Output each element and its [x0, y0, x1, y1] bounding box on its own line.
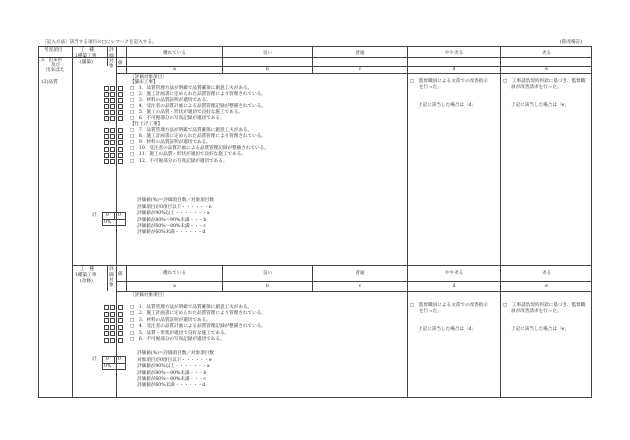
s1-sub-b: 【仕上げ工事】	[130, 122, 163, 127]
rate-line: 評価値が60%～80%未満・・・c	[137, 376, 206, 382]
s1-rate-head: 評価値(%)＝評価項目数／対象項目数	[137, 198, 214, 203]
check-box[interactable]	[110, 312, 115, 317]
letter-b: b	[266, 67, 269, 72]
s2-e-note: 上記に該当した場合は「e」	[511, 327, 569, 332]
s1-score-val-1: 0	[106, 213, 109, 218]
check-box[interactable]	[104, 147, 109, 152]
check-box[interactable]	[118, 86, 123, 91]
h2-col-work: 工 種	[80, 267, 94, 272]
criteria-item: □ 6．不可視部分の写真記録が適切である。	[130, 337, 225, 342]
h2-letter-e: e	[545, 284, 548, 289]
check-box[interactable]	[110, 104, 115, 109]
check-box[interactable]	[110, 98, 115, 103]
check-box[interactable]	[110, 159, 115, 164]
check-box[interactable]	[104, 86, 109, 91]
rate-line: 評価値が60%未満・・・・・・d	[137, 383, 206, 389]
col-hyou4: 象	[109, 64, 114, 69]
s2-head: ［評価対象項目］	[130, 293, 167, 298]
s1-score-val-2: 0	[118, 213, 121, 218]
letter-e: e	[545, 67, 548, 72]
s2-e-text2: 員が改善請求を行った。	[511, 309, 562, 314]
col-kousa-sub2: 出来ばえ	[46, 68, 65, 73]
check-box[interactable]	[104, 98, 109, 103]
h2-col-work3: (改修)	[80, 279, 93, 284]
col-work3: (舗築)	[80, 60, 93, 65]
check-box[interactable]	[104, 140, 109, 145]
check-box[interactable]	[110, 147, 115, 152]
h2-hyou3: 対	[109, 278, 114, 283]
criteria-item: □ 12．不可視部分の写真記録が適切である。	[130, 158, 228, 164]
criteria-item: □ 3．材料の品質証明が適切である。	[130, 97, 211, 103]
grade-a: 優れている	[163, 51, 186, 56]
criteria-item: □ 10．受注者の品質計画による品質管理記録が整備されている。	[130, 146, 269, 152]
h2-letter-b: b	[266, 284, 269, 289]
check-box[interactable]	[110, 305, 115, 310]
letter-c: c	[358, 67, 362, 72]
col-kousa-no: 3．出来形	[41, 58, 63, 63]
check-box[interactable]	[118, 92, 123, 97]
s2-d-text2: を行った。	[419, 309, 442, 314]
criteria-item: □ 4．受注者の品質計画による品質管理記録が整備されている。	[130, 103, 266, 109]
h2-hyou: 評	[109, 267, 114, 272]
check-box[interactable]	[118, 153, 123, 158]
s1-d-text2: を行った。	[419, 85, 442, 90]
check-box[interactable]	[104, 116, 109, 121]
s1-e-text1: □ 工事請負契約約款に基づき、監督職	[503, 79, 586, 84]
col-work2: 1種築工事	[75, 54, 97, 59]
s1-d-note: 上記に該当した場合は「d」	[418, 103, 477, 108]
left-label-quality: (2)品質	[42, 80, 58, 85]
check-box[interactable]	[110, 331, 115, 336]
grade-b: 良い	[262, 51, 273, 56]
check-box[interactable]	[118, 305, 123, 310]
h2-grade-d: やや劣る	[444, 271, 464, 276]
rate-line: 評価値が90%以上・・・・・・・a	[137, 364, 210, 370]
check-box[interactable]	[104, 159, 109, 164]
check-box[interactable]	[104, 134, 109, 139]
h2-letter-a: a	[173, 284, 176, 289]
criteria-item: □ 5．施工の品質・形状が適切で良好な施工である。	[130, 109, 243, 115]
check-box[interactable]	[118, 140, 123, 145]
check-box[interactable]	[118, 318, 123, 323]
col-hyou3: 対	[109, 59, 114, 64]
check-box[interactable]	[118, 159, 123, 164]
col-kousa: 考査項目	[44, 48, 63, 53]
s2-score-label: 計	[92, 357, 97, 362]
s1-pct: 0%	[104, 220, 112, 225]
s2-score-val-1: 0	[106, 357, 109, 362]
criteria-item: □ 4．受注者の品質計画による品質管理記録が整備されている。	[130, 324, 266, 329]
rate-line: 評価項目が0項目以下・・・・・・e	[137, 205, 212, 210]
rate-line: 評価値が60%～80%未満・・・c	[137, 223, 206, 229]
col-work: 工 種	[80, 48, 94, 53]
check-box[interactable]	[104, 325, 109, 330]
criteria-item: □ 2．施工計画書に定められた品質管理により管理されている。	[130, 311, 266, 316]
check-box[interactable]	[118, 338, 123, 343]
check-box[interactable]	[110, 318, 115, 323]
check-box[interactable]	[118, 110, 123, 115]
h2-letter-c: c	[358, 284, 362, 289]
check-box[interactable]	[118, 331, 123, 336]
check-box[interactable]	[104, 338, 109, 343]
grade-c: 普通	[355, 51, 365, 56]
s2-score-val-2: 0	[118, 357, 121, 362]
check-box[interactable]	[118, 98, 123, 103]
criteria-item: □ 5．品質・形状が適切で良好な施工である。	[130, 330, 230, 336]
check-box[interactable]	[118, 325, 123, 330]
criteria-item: □ 3．材料の品質証明が適切である。	[130, 317, 211, 323]
check-box[interactable]	[118, 104, 123, 109]
criteria-item: □ 7．品質管理方法が明確で品質確保に創意工夫がある。	[130, 127, 253, 133]
check-box[interactable]	[110, 338, 115, 343]
check-box[interactable]	[118, 147, 123, 152]
criteria-item: □ 2．施工計画書に定められた品質管理により管理されている。	[130, 91, 266, 97]
s2-d-note: 上記に該当した場合は「d」	[418, 327, 477, 332]
s1-score-label: 計	[92, 213, 97, 218]
h2-col-work2: 1種築工事	[75, 273, 97, 278]
col-kousa-sub1: 及び	[51, 63, 61, 68]
s2-pct: 0%	[104, 364, 112, 369]
check-box[interactable]	[110, 110, 115, 115]
check-box[interactable]	[118, 116, 123, 121]
check-box[interactable]	[110, 134, 115, 139]
check-box[interactable]	[110, 92, 115, 97]
grade-d: やや劣る	[444, 51, 464, 56]
s1-e-note: 上記に該当した場合は「e」	[511, 103, 569, 108]
h2-letter-d: d	[452, 284, 456, 289]
check-box[interactable]	[104, 110, 109, 115]
check-box[interactable]	[104, 331, 109, 336]
col-hyou2: 価	[109, 54, 114, 59]
rate-line: 対象項目が0項目以下・・・・・・e	[137, 358, 212, 363]
s1-sub-a: 【舗床工事】	[130, 80, 158, 85]
letter-d: d	[452, 67, 456, 72]
check-box[interactable]	[104, 318, 109, 323]
h2-grade-a: 優れている	[163, 271, 186, 276]
grade-e: 劣る	[541, 51, 552, 56]
check-box[interactable]	[118, 312, 123, 317]
annex-label: (陸改場訂)	[560, 40, 582, 45]
criteria-item: □ 9．材料の品質証明が適切である。	[130, 139, 211, 145]
criteria-item: □ 1．品質管理方法が明確で品質確保に創意工夫がある。	[130, 85, 253, 91]
h2-grade-b: 良い	[262, 271, 273, 276]
rate-line: 評価値が80%～90%未満・・・b	[137, 370, 207, 376]
check-box[interactable]	[110, 116, 115, 121]
check-box[interactable]	[110, 86, 115, 91]
check-box[interactable]	[104, 92, 109, 97]
h2-grade-c: 普通	[355, 271, 365, 276]
s2-rate-head: 評価値(%)＝評価項目数／対象項目数	[137, 351, 214, 356]
rate-line: 評価値が90%以上・・・・・・・a	[137, 211, 210, 217]
rate-line: 評価値が80%～90%未満・・・b	[137, 217, 207, 223]
instruction-text: ［記入方法］該当する項目の□にレマークを記入する。	[42, 40, 157, 45]
check-box[interactable]	[104, 104, 109, 109]
h2-hyou4: 象	[109, 283, 114, 288]
letter-a: a	[173, 67, 176, 72]
h2-grade-e: 劣る	[541, 271, 552, 276]
check-box[interactable]	[118, 128, 123, 133]
h2-atai: 値	[118, 272, 123, 277]
criteria-item: □ 1．品質管理方法が明確で品質確保に創意工夫がある。	[130, 304, 253, 310]
check-box[interactable]	[104, 128, 109, 133]
s1-d-text1: □ 監督職員による文書での改善指示	[410, 79, 488, 84]
check-box[interactable]	[110, 128, 115, 133]
check-box[interactable]	[118, 134, 123, 139]
check-box[interactable]	[104, 153, 109, 158]
check-box[interactable]	[110, 325, 115, 330]
check-box[interactable]	[110, 140, 115, 145]
col-hyou: 評	[109, 48, 114, 53]
check-box[interactable]	[104, 312, 109, 317]
criteria-item: □ 8．施工計画書に定められた品質管理により管理されている。	[130, 133, 266, 139]
s2-e-text1: □ 工事請負契約約款に基づき、監督職	[503, 303, 586, 308]
s1-e-text2: 員が改善請求を行った。	[511, 85, 562, 90]
check-box[interactable]	[104, 305, 109, 310]
criteria-item: □ 6．不可視部分の写真記録が適切である。	[130, 115, 225, 121]
s1-head: ［評価対象項目］	[130, 75, 167, 80]
criteria-item: □ 11．施工の品質・形状が適切で良好な施工である。	[130, 152, 246, 158]
rate-line: 評価値が60%未満・・・・・・d	[137, 230, 206, 236]
h2-hyou2: 価	[109, 273, 114, 278]
s2-d-text1: □ 監督職員による文書での改善指示	[410, 303, 488, 308]
col-atai: 値	[118, 61, 123, 66]
check-box[interactable]	[110, 153, 115, 158]
